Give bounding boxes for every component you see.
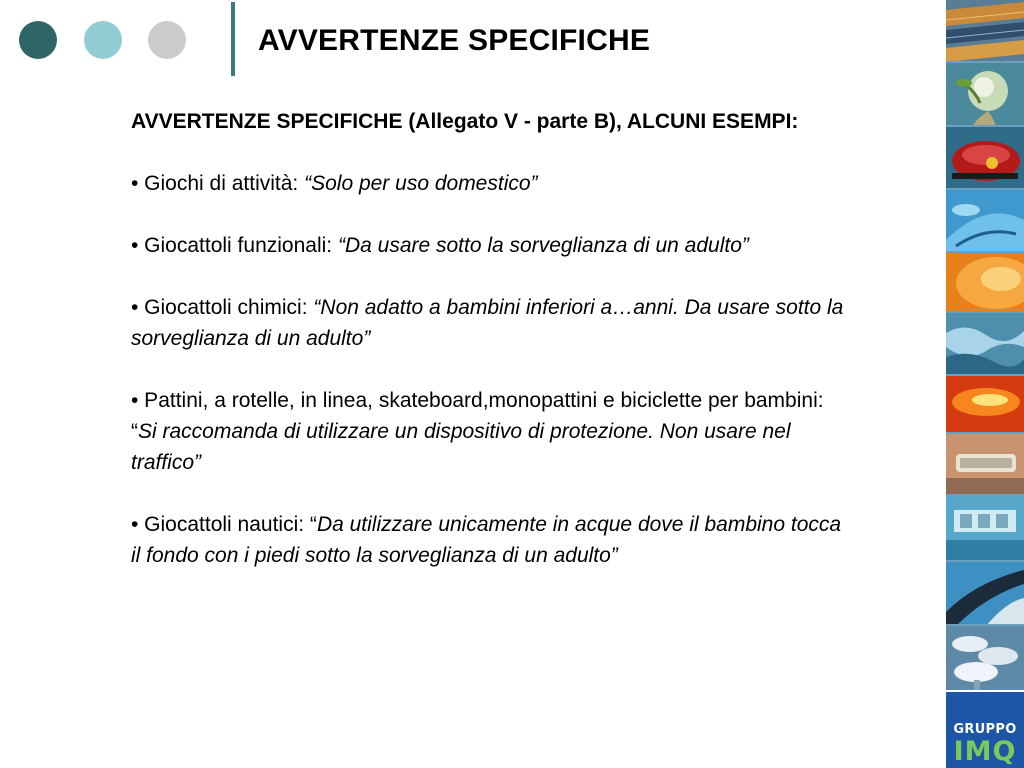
item-quote: Si raccomanda di utilizzare un dispositivo di protezione. Non usare nel traffico” [131, 420, 791, 474]
warning-item [131, 509, 846, 571]
parabolic-antennas-image [946, 626, 1024, 690]
decorative-circle-light [84, 21, 122, 59]
item-quote: “Da usare sotto la sorveglianza di un adulto” [337, 234, 749, 257]
solar-panels-image [946, 0, 1024, 63]
item-label: • Pattini, a rotelle, in linea, skateboard,monopattini e biciclette per bambini: “ [131, 389, 824, 443]
warning-item [131, 385, 846, 478]
item-label: • Giocattoli nautici: “ [131, 513, 317, 536]
warning-item [131, 230, 846, 261]
blue-shell-image [946, 190, 1024, 253]
item-label: • Giocattoli chimici: [131, 296, 314, 319]
logo-line2: IMQ [953, 736, 1017, 767]
item-quote: “Non adatto a bambini inferiori a…anni. Da usare sotto la sorveglianza di un adulto” [131, 296, 844, 350]
satellite-dish-image [946, 562, 1024, 626]
image-strip [946, 0, 1024, 768]
slide-body [131, 106, 846, 571]
warning-item [131, 292, 846, 354]
body-heading: AVVERTENZE SPECIFICHE (Allegato V - parte B), ALCUNI ESEMPI: [131, 110, 799, 133]
item-label: • Giocattoli funzionali: [131, 234, 338, 257]
sparks-image [946, 376, 1024, 434]
circuit-board-image [946, 496, 1024, 562]
decorative-circle-gray [148, 21, 186, 59]
water-splash-image [946, 313, 1024, 376]
item-label: • Giochi di attività: [131, 172, 305, 195]
item-quote: “Solo per uso domestico” [304, 172, 538, 195]
item-quote: Da utilizzare unicamente in acque dove il bambino tocca il fondo con i piedi sotto la sorveglianza di un adulto” [131, 513, 842, 567]
plant-sprout-image [946, 63, 1024, 127]
helmet-image [946, 127, 1024, 190]
decorative-circle-dark [19, 21, 57, 59]
imq-logo [946, 690, 1024, 768]
cable-connector-image [946, 434, 1024, 496]
logo-line1: GRUPPO [953, 722, 1017, 737]
orange-disc-image [946, 253, 1024, 313]
slide-title: AVVERTENZE SPECIFICHE [258, 24, 651, 57]
warning-item [131, 168, 846, 199]
title-divider [231, 2, 235, 76]
